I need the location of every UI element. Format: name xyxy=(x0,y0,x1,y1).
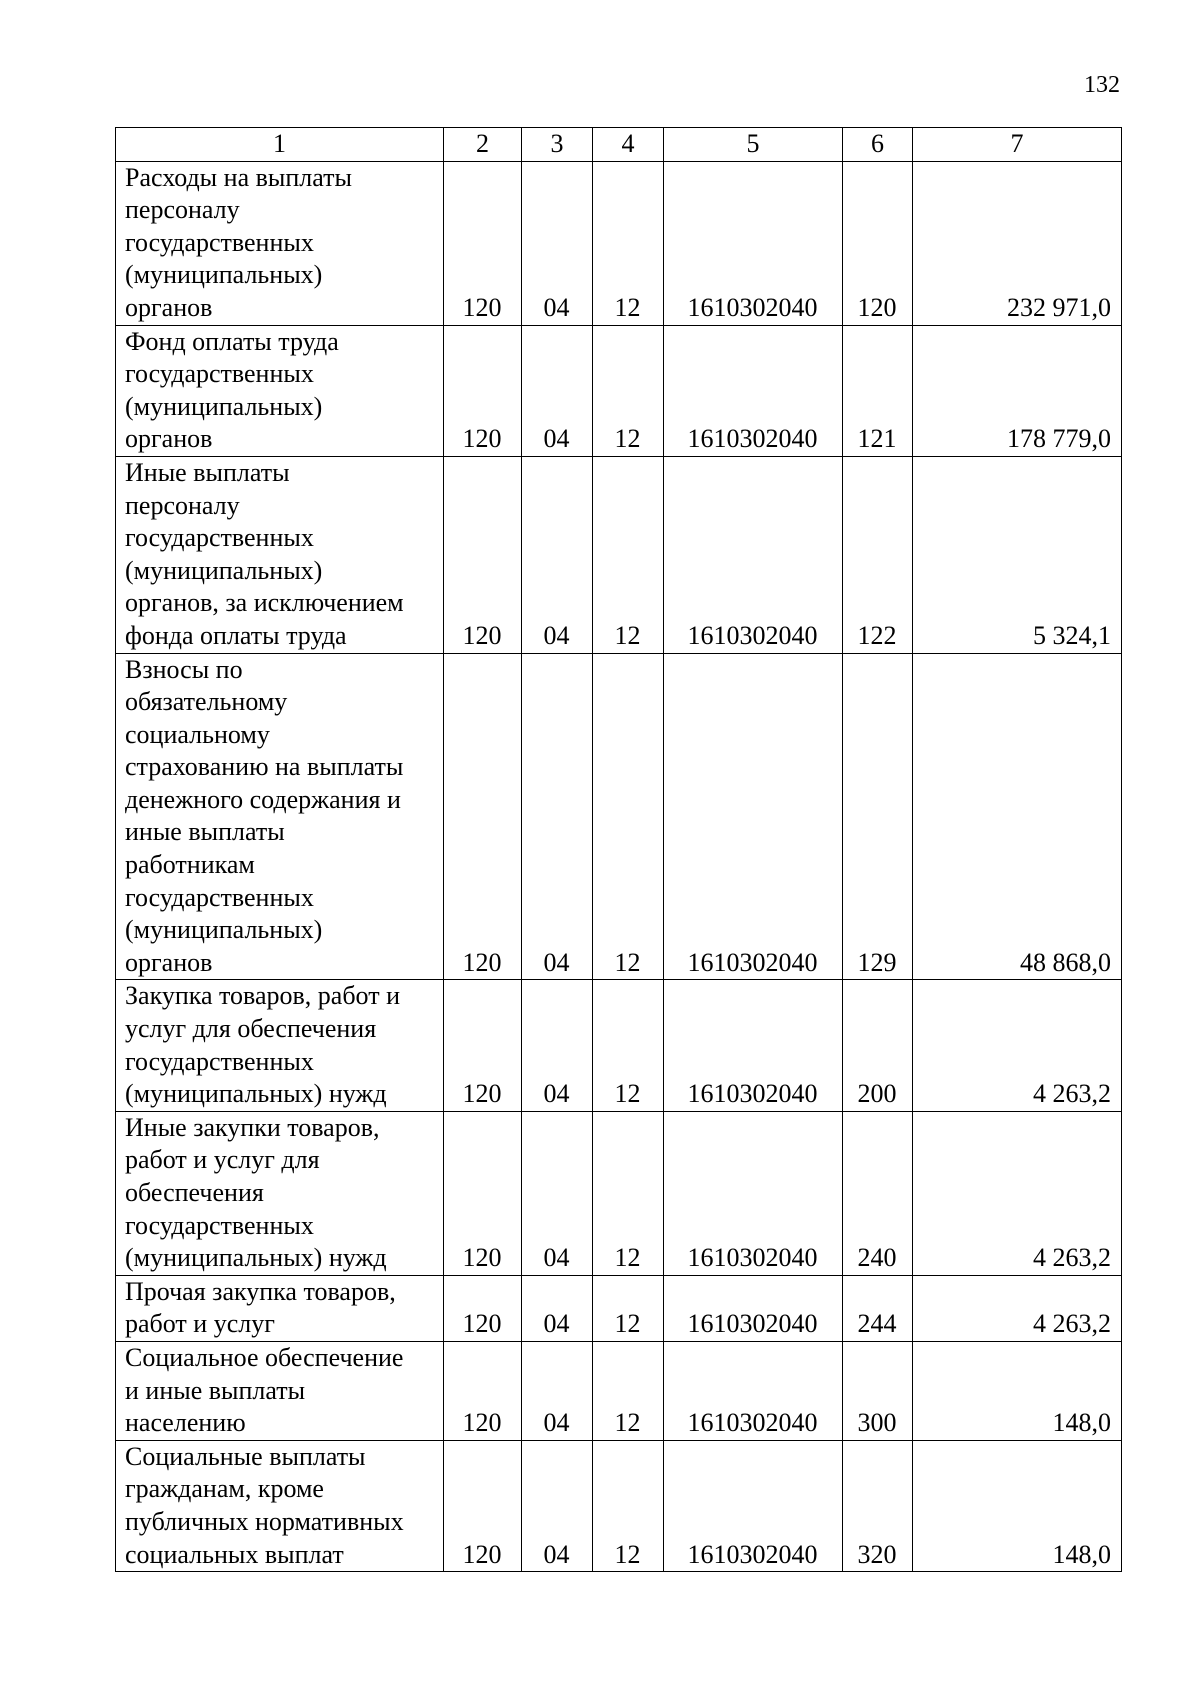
amount-cell: 4 263,2 xyxy=(913,1275,1122,1341)
amount-cell: 4 263,2 xyxy=(913,980,1122,1111)
amount-cell: 148,0 xyxy=(913,1341,1122,1440)
code-expense-type-cell: 320 xyxy=(843,1440,913,1571)
table-row xyxy=(116,1275,1122,1341)
code-target-article-cell: 1610302040 xyxy=(664,325,843,456)
row-name-line: Иные закупки товаров, xyxy=(125,1112,380,1142)
table-row xyxy=(116,161,1122,325)
code-target-article-cell: 1610302040 xyxy=(664,456,843,653)
code-target-article-cell: 1610302040 xyxy=(664,1275,843,1341)
row-name-line: услуг для обеспечения xyxy=(125,1014,377,1044)
code-expense-type-cell: 244 xyxy=(843,1275,913,1341)
row-name-line: социальных выплат xyxy=(125,1539,344,1569)
row-name-line: государственных xyxy=(125,882,314,912)
row-name-line: (муниципальных) xyxy=(125,260,323,290)
row-name-line: органов xyxy=(125,947,213,977)
code-section-cell: 04 xyxy=(522,980,593,1111)
row-name-line: и иные выплаты xyxy=(125,1375,306,1405)
code-expense-type-cell: 122 xyxy=(843,456,913,653)
code-admin-cell: 120 xyxy=(444,1341,522,1440)
row-name-line: персоналу xyxy=(125,490,240,520)
row-name-line: Иные выплаты xyxy=(125,457,290,487)
code-section-cell: 04 xyxy=(522,1440,593,1571)
row-name-cell xyxy=(116,653,444,980)
header-col-7: 7 xyxy=(913,128,1122,162)
code-section-cell: 04 xyxy=(522,653,593,980)
code-expense-type-cell: 121 xyxy=(843,325,913,456)
row-name-line: органов xyxy=(125,292,213,322)
code-subsection-cell: 12 xyxy=(593,325,664,456)
code-section-cell: 04 xyxy=(522,161,593,325)
row-name-line: Социальные выплаты xyxy=(125,1441,366,1471)
amount-cell: 178 779,0 xyxy=(913,325,1122,456)
code-subsection-cell: 12 xyxy=(593,653,664,980)
budget-table xyxy=(115,127,1122,1572)
row-name-line: денежного содержания и xyxy=(125,784,401,814)
row-name-line: органов, за исключением xyxy=(125,588,404,618)
code-expense-type-cell: 240 xyxy=(843,1111,913,1275)
code-target-article-cell: 1610302040 xyxy=(664,653,843,980)
table-row xyxy=(116,325,1122,456)
table-row xyxy=(116,653,1122,980)
row-name-line: (муниципальных) xyxy=(125,391,323,421)
header-col-5: 5 xyxy=(664,128,843,162)
header-col-4: 4 xyxy=(593,128,664,162)
row-name-line: государственных xyxy=(125,359,314,389)
header-col-2: 2 xyxy=(444,128,522,162)
row-name-line: социальному xyxy=(125,719,270,749)
amount-cell: 4 263,2 xyxy=(913,1111,1122,1275)
header-col-3: 3 xyxy=(522,128,593,162)
code-section-cell: 04 xyxy=(522,1275,593,1341)
code-subsection-cell: 12 xyxy=(593,1341,664,1440)
row-name-line: государственных xyxy=(125,227,314,257)
code-subsection-cell: 12 xyxy=(593,1111,664,1275)
code-admin-cell: 120 xyxy=(444,653,522,980)
row-name-line: (муниципальных) нужд xyxy=(125,1243,387,1273)
row-name-line: страхованию на выплаты xyxy=(125,752,404,782)
code-target-article-cell: 1610302040 xyxy=(664,1341,843,1440)
code-admin-cell: 120 xyxy=(444,161,522,325)
table-row xyxy=(116,1111,1122,1275)
row-name-line: обязательному xyxy=(125,687,288,717)
row-name-line: работ и услуг xyxy=(125,1309,275,1339)
row-name-cell xyxy=(116,456,444,653)
row-name-line: работ и услуг для xyxy=(125,1145,320,1175)
row-name-line: гражданам, кроме xyxy=(125,1474,324,1504)
row-name-line: государственных xyxy=(125,1046,314,1076)
row-name-line: Взносы по xyxy=(125,654,243,684)
header-row xyxy=(116,128,1122,162)
page-number: 132 xyxy=(1084,72,1120,98)
amount-cell: 5 324,1 xyxy=(913,456,1122,653)
row-name-cell xyxy=(116,980,444,1111)
code-target-article-cell: 1610302040 xyxy=(664,980,843,1111)
row-name-line: (муниципальных) xyxy=(125,915,323,945)
code-subsection-cell: 12 xyxy=(593,1275,664,1341)
row-name-line: Расходы на выплаты xyxy=(125,162,352,192)
row-name-cell xyxy=(116,1341,444,1440)
amount-cell: 48 868,0 xyxy=(913,653,1122,980)
amount-cell: 148,0 xyxy=(913,1440,1122,1571)
code-section-cell: 04 xyxy=(522,456,593,653)
table-row xyxy=(116,456,1122,653)
row-name-line: иные выплаты xyxy=(125,817,285,847)
code-expense-type-cell: 120 xyxy=(843,161,913,325)
code-admin-cell: 120 xyxy=(444,1275,522,1341)
row-name-line: работникам xyxy=(125,850,255,880)
row-name-cell xyxy=(116,1111,444,1275)
row-name-cell xyxy=(116,1275,444,1341)
row-name-cell xyxy=(116,1440,444,1571)
row-name-line: органов xyxy=(125,424,213,454)
code-admin-cell: 120 xyxy=(444,456,522,653)
code-subsection-cell: 12 xyxy=(593,456,664,653)
code-admin-cell: 120 xyxy=(444,325,522,456)
code-target-article-cell: 1610302040 xyxy=(664,1111,843,1275)
row-name-line: Закупка товаров, работ и xyxy=(125,981,400,1011)
code-section-cell: 04 xyxy=(522,1111,593,1275)
row-name-line: обеспечения xyxy=(125,1178,264,1207)
header-col-1: 1 xyxy=(116,128,444,162)
code-admin-cell: 120 xyxy=(444,1440,522,1571)
code-target-article-cell: 1610302040 xyxy=(664,1440,843,1571)
code-section-cell: 04 xyxy=(522,325,593,456)
code-subsection-cell: 12 xyxy=(593,980,664,1111)
table-body xyxy=(116,161,1122,1572)
code-expense-type-cell: 200 xyxy=(843,980,913,1111)
table-row xyxy=(116,1440,1122,1571)
code-expense-type-cell: 300 xyxy=(843,1341,913,1440)
row-name-line: фонда оплаты труда xyxy=(125,620,347,650)
code-section-cell: 04 xyxy=(522,1341,593,1440)
amount-cell: 232 971,0 xyxy=(913,161,1122,325)
code-admin-cell: 120 xyxy=(444,1111,522,1275)
row-name-cell xyxy=(116,325,444,456)
code-expense-type-cell: 129 xyxy=(843,653,913,980)
row-name-line: (муниципальных) xyxy=(125,555,323,585)
header-col-6: 6 xyxy=(843,128,913,162)
row-name-line: (муниципальных) нужд xyxy=(125,1079,387,1109)
row-name-line: персоналу xyxy=(125,195,240,225)
row-name-line: государственных xyxy=(125,523,314,553)
row-name-line: Прочая закупка товаров, xyxy=(125,1276,396,1306)
code-subsection-cell: 12 xyxy=(593,1440,664,1571)
row-name-line: публичных нормативных xyxy=(125,1506,404,1536)
code-subsection-cell: 12 xyxy=(593,161,664,325)
row-name-cell xyxy=(116,161,444,325)
row-name-line: Фонд оплаты труда xyxy=(125,326,339,356)
row-name-line: Социальное обеспечение xyxy=(125,1342,404,1372)
row-name-line: государственных xyxy=(125,1210,314,1240)
row-name-line: населению xyxy=(125,1408,246,1438)
code-target-article-cell: 1610302040 xyxy=(664,161,843,325)
code-admin-cell: 120 xyxy=(444,980,522,1111)
table-row xyxy=(116,1341,1122,1440)
table-row xyxy=(116,980,1122,1111)
